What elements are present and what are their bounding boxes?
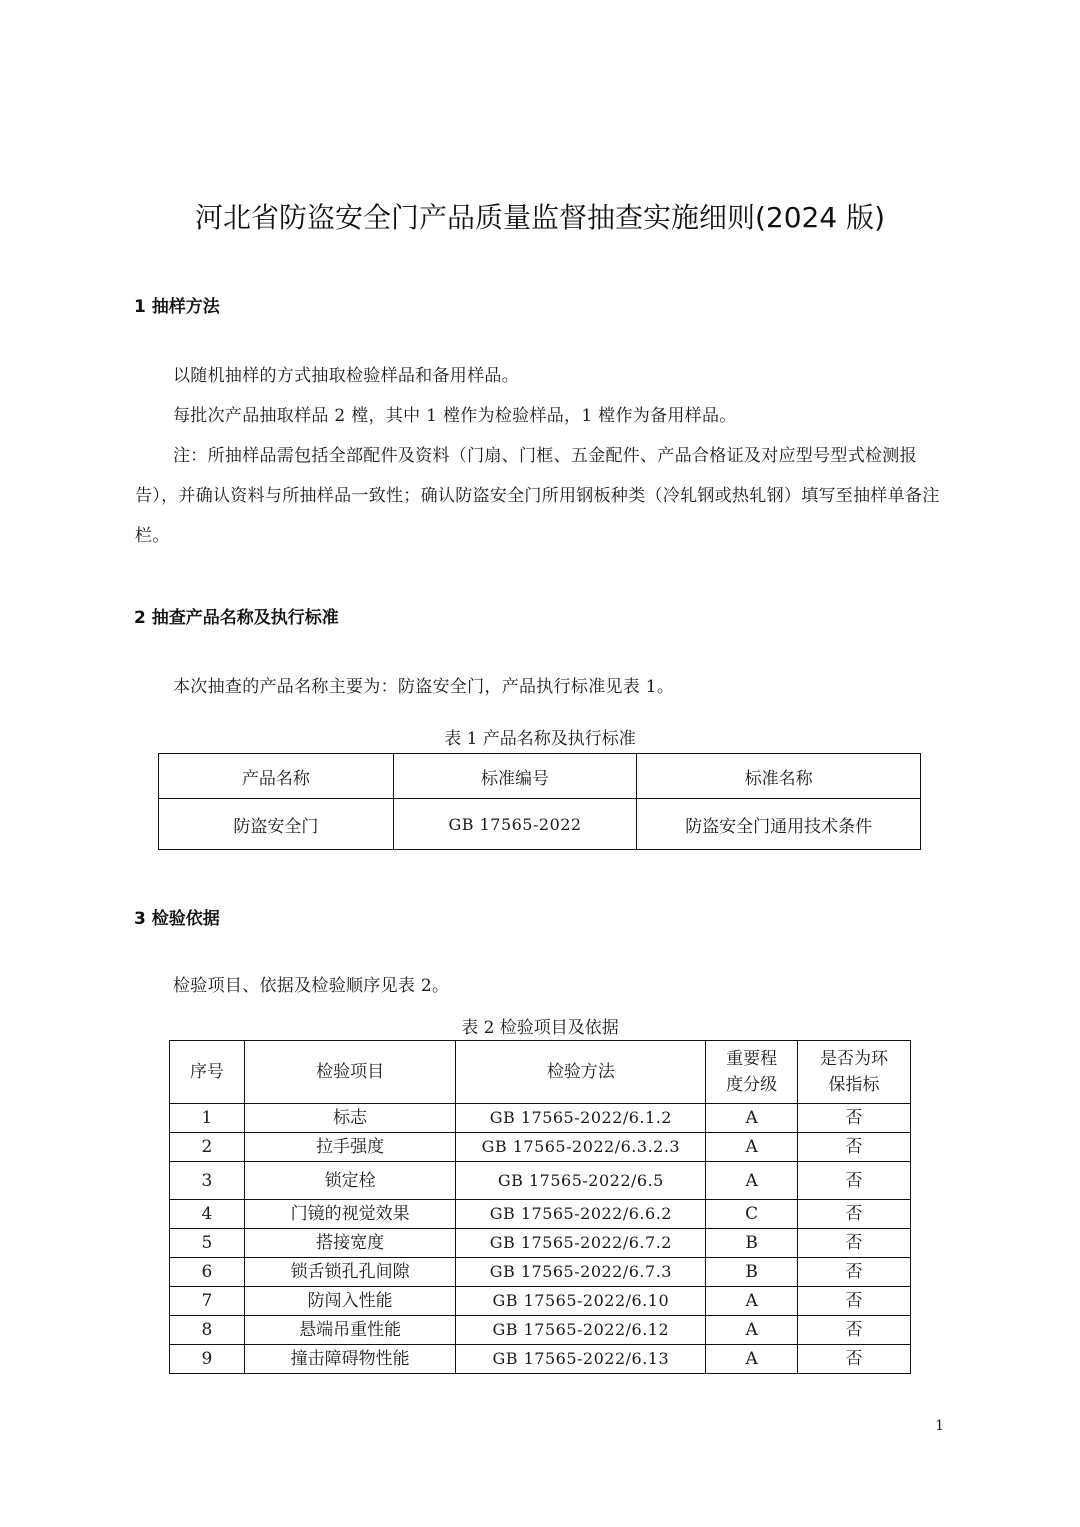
cell-inspection-item: 锁定栓 (244, 1162, 456, 1200)
table-row (170, 1345, 911, 1374)
standards-table (158, 753, 921, 850)
cell-importance-level: A (706, 1133, 798, 1162)
cell-index: 3 (170, 1162, 245, 1200)
cell-inspection-method: GB 17565-2022/6.1.2 (456, 1104, 706, 1133)
cell-importance-level: A (706, 1162, 798, 1200)
header-inspection-item: 检验项目 (244, 1041, 456, 1104)
cell-inspection-item: 锁舌锁孔孔间隙 (244, 1258, 456, 1287)
header-environmental-indicator: 是否为环保指标 (798, 1041, 911, 1104)
cell-environmental-indicator: 否 (798, 1229, 911, 1258)
table1-caption: 表 1 产品名称及执行标准 (444, 729, 636, 749)
cell-index: 8 (170, 1316, 245, 1345)
cell-inspection-method: GB 17565-2022/6.5 (456, 1162, 706, 1200)
table-row (170, 1287, 911, 1316)
cell-inspection-method: GB 17565-2022/6.7.2 (456, 1229, 706, 1258)
cell-environmental-indicator: 否 (798, 1162, 911, 1200)
table-row (170, 1162, 911, 1200)
table-row (170, 1258, 911, 1287)
cell-environmental-indicator: 否 (798, 1200, 911, 1229)
cell-importance-level: A (706, 1287, 798, 1316)
cell-index: 6 (170, 1258, 245, 1287)
cell-importance-level: B (706, 1258, 798, 1287)
table-header-row (170, 1041, 911, 1104)
paragraph-sampling-note: 注：所抽样品需包括全部配件及资料（门扇、门框、五金配件、产品合格证及对应型号型式检测报告），并确认资料与所抽样品一致性；确认防盗安全门所用钢板种类（冷轧钢或热轧钢）填写至抽样单备注栏。 (135, 446, 940, 546)
header-inspection-method: 检验方法 (456, 1041, 706, 1104)
paragraph-sampling-method: 以随机抽样的方式抽取检验样品和备用样品。 (173, 366, 519, 386)
cell-inspection-method: GB 17565-2022/6.10 (456, 1287, 706, 1316)
cell-index: 9 (170, 1345, 245, 1374)
table-row (170, 1229, 911, 1258)
cell-inspection-item: 拉手强度 (244, 1133, 456, 1162)
cell-inspection-item: 撞击障碍物性能 (244, 1345, 456, 1374)
table-row (170, 1316, 911, 1345)
paragraph-inspection-basis: 检验项目、依据及检验顺序见表 2。 (173, 976, 450, 996)
cell-inspection-method: GB 17565-2022/6.13 (456, 1345, 706, 1374)
page-number: 1 (935, 1418, 944, 1434)
header-standard-number: 标准编号 (393, 754, 637, 799)
table-row (159, 799, 921, 850)
paragraph-products: 本次抽查的产品名称主要为：防盗安全门，产品执行标准见表 1。 (173, 677, 675, 697)
header-product-name: 产品名称 (159, 754, 394, 799)
cell-product-name: 防盗安全门 (159, 799, 394, 850)
cell-standard-name: 防盗安全门通用技术条件 (637, 799, 921, 850)
cell-standard-number: GB 17565-2022 (393, 799, 637, 850)
header-importance-level: 重要程度分级 (706, 1041, 798, 1104)
cell-environmental-indicator: 否 (798, 1287, 911, 1316)
table-row (170, 1200, 911, 1229)
cell-environmental-indicator: 否 (798, 1133, 911, 1162)
cell-inspection-item: 标志 (244, 1104, 456, 1133)
cell-importance-level: C (706, 1200, 798, 1229)
cell-index: 2 (170, 1133, 245, 1162)
section-heading-sampling: 1 抽样方法 (134, 297, 220, 317)
cell-environmental-indicator: 否 (798, 1316, 911, 1345)
cell-index: 4 (170, 1200, 245, 1229)
cell-importance-level: A (706, 1345, 798, 1374)
cell-index: 7 (170, 1287, 245, 1316)
cell-importance-level: A (706, 1104, 798, 1133)
cell-inspection-item: 防闯入性能 (244, 1287, 456, 1316)
cell-importance-level: A (706, 1316, 798, 1345)
cell-environmental-indicator: 否 (798, 1345, 911, 1374)
cell-environmental-indicator: 否 (798, 1104, 911, 1133)
cell-inspection-item: 搭接宽度 (244, 1229, 456, 1258)
section-heading-inspection-basis: 3 检验依据 (134, 909, 220, 929)
table-row (170, 1133, 911, 1162)
cell-inspection-item: 悬端吊重性能 (244, 1316, 456, 1345)
cell-inspection-item: 门镜的视觉效果 (244, 1200, 456, 1229)
paragraph-sample-quantity: 每批次产品抽取样品 2 樘，其中 1 樘作为检验样品，1 樘作为备用样品。 (173, 406, 737, 426)
inspection-items-table (169, 1040, 911, 1374)
cell-index: 1 (170, 1104, 245, 1133)
header-standard-name: 标准名称 (637, 754, 921, 799)
table-header-row (159, 754, 921, 799)
table2-caption: 表 2 检验项目及依据 (461, 1018, 619, 1038)
section-heading-products: 2 抽查产品名称及执行标准 (134, 608, 339, 628)
header-index: 序号 (170, 1041, 245, 1104)
cell-inspection-method: GB 17565-2022/6.12 (456, 1316, 706, 1345)
table-row (170, 1104, 911, 1133)
cell-importance-level: B (706, 1229, 798, 1258)
cell-environmental-indicator: 否 (798, 1258, 911, 1287)
page-title: 河北省防盗安全门产品质量监督抽查实施细则(2024 版) (194, 201, 885, 234)
cell-inspection-method: GB 17565-2022/6.6.2 (456, 1200, 706, 1229)
cell-index: 5 (170, 1229, 245, 1258)
cell-inspection-method: GB 17565-2022/6.3.2.3 (456, 1133, 706, 1162)
cell-inspection-method: GB 17565-2022/6.7.3 (456, 1258, 706, 1287)
